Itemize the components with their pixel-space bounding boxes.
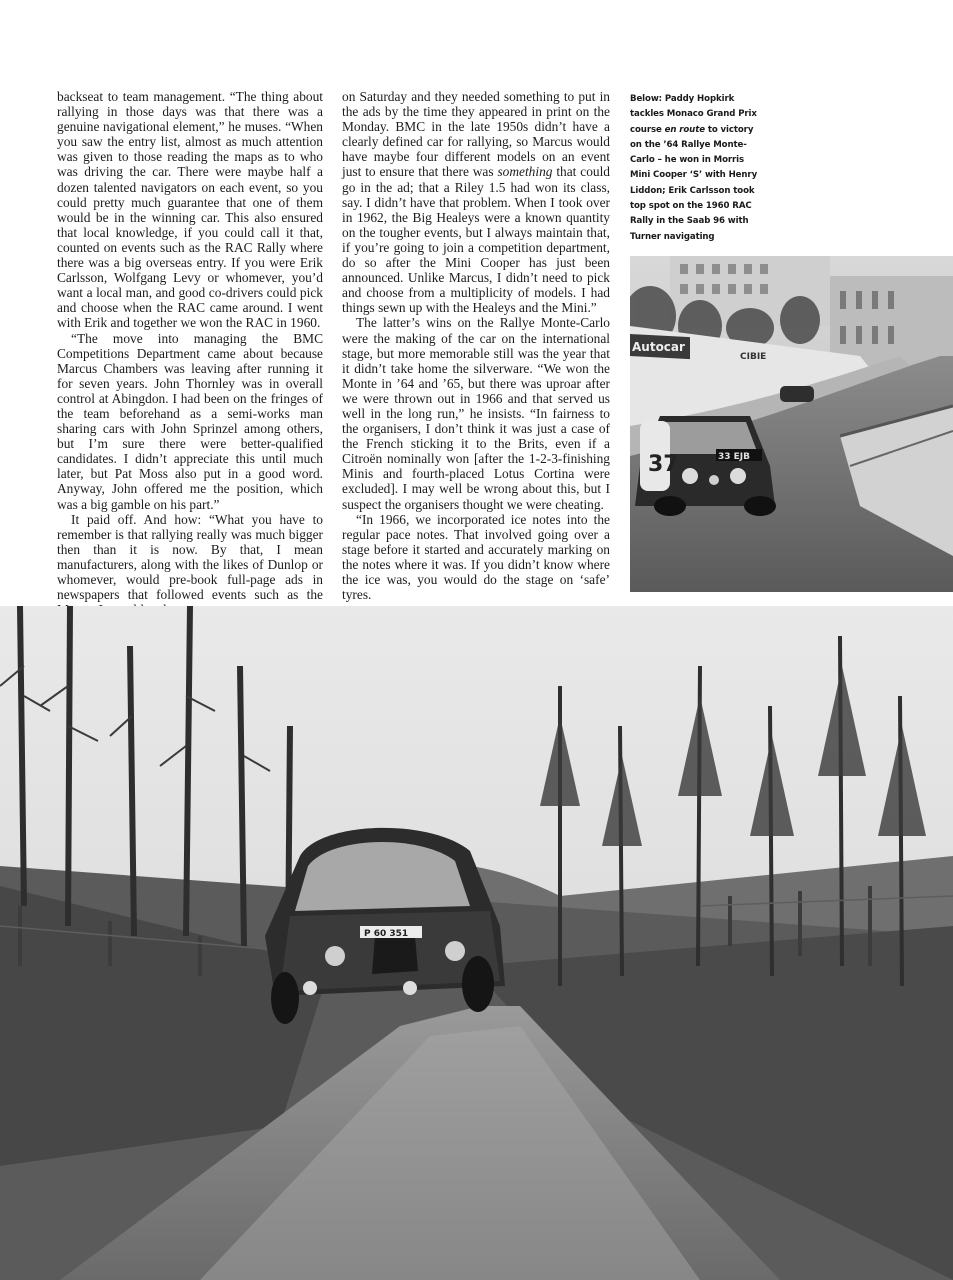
caption-text-b: to victory on the ’64 Rallye Monte-Carlo – he won in Morris Mini Cooper ‘S’ with Henry Liddon; Erik Carlsson took top spot on the 1960 RAC Rally in the Saab 96 with Turner navigating [630, 124, 758, 242]
column2-paragraph-3: “In 1966, we incorporated ice notes into the regular pace notes. That involved going over a stage before it started and accurately marking on the notes where it was. If you didn’t know where the ice was, you would do the stage on ‘safe’ tyres. [342, 511, 610, 603]
cibie-sign-text: CIBIE [740, 352, 767, 362]
monaco-mini-photo [630, 256, 953, 592]
car-number-text: 37 [648, 452, 679, 477]
monaco-mini-illustration [630, 256, 953, 592]
column2-p1-text-b: that could go in the ad; that a Riley 1.5 had won its class, say. I didn’t have that problem. When I took over in 1962, the Big Healeys were a known quantity on the tougher events, but I always maintain that, if you’re going to join a competition department, do so after the Mini Cooper has just been announced. Unlike Marcus, I didn’t need to pick and choose from a multiplicity of models. I had things sewn up with the Healeys and the Mini.” [342, 164, 610, 316]
mini-plate-text: 33 EJB [718, 452, 751, 462]
rac-rally-saab-illustration [0, 606, 953, 1280]
rac-rally-saab-photo [0, 606, 953, 1280]
article-column-2 [342, 89, 610, 602]
photo-caption [630, 92, 758, 245]
column1-paragraph-3: It paid off. And how: “What you have to remember is that rallying really was much bigger then than it is now. By that, I mean manufacturers, along with the likes of Dunlop or whomever, would pre-book full-page ads in newspapers that followed events such as the [57, 511, 323, 603]
caption-emphasis: en route [664, 124, 705, 135]
caption-text-a: Below: Paddy Hopkirk tackles Monaco Grand Prix course [630, 94, 757, 135]
column2-paragraph-2: The latter’s wins on the Rallye Monte-Carlo were the making of the car on the international stage, but more memorable still was the year that it didn’t take home the silverware. “We won the Monte in ’64 and ’65, but there was uproar after we were thrown out in 1966 and that served us well in the long run,” he insists. “In fairness to the organisers, I don’t think it was just a case of the French sticking it to the Brits, even if a Citroën nominally won [after the 1-2-3-finishing Minis and fourth-placed Lotus Cortina were excluded]. I may well be wrong about this, but I suspect the organisers thought we were cheating. [342, 315, 610, 512]
column1-paragraph-1: backseat to team management. “The thing about rallying in those days was that there was a genuine navigational element,” he muses. “When you saw the entry list, almost as much attention was given to those reading the maps as to who was driving the car. There were maybe half a dozen talented navigators on each event, so you could pretty much guarantee that one of them would be in the winning car. This also ensured that local knowledge, if you could call it that, counted on events such as the RAC Rally where there was a big overseas entry. If you were Erik Carlsson, Wolfgang Levy or whomever, you’d want a local man, and good co-drivers could pick and choose when the RAC came around. I went with Erik and together we won the RAC in 1960. [57, 89, 323, 331]
column1-paragraph-2: “The move into managing the BMC Competitions Department came about because Marcus Chambers was leaving after running it for seven years. John Thornley was in overall control at Abingdon. I had been on the fringes of the team beforehand as a semi-works man sharing cars with John Sprinzel among others, but I’m sure there were better-qualified candidates. I didn’t appreciate this until much later, but Pat Moss also put in a good word. Anyway, John offered me the position, which was a big gamble on his part.” [57, 330, 323, 512]
autocar-banner-text: Autocar [632, 340, 685, 354]
saab-plate-text: P 60 351 [364, 929, 409, 939]
column2-p1-emphasis: something [497, 164, 553, 180]
column2-paragraph-1 [342, 89, 610, 315]
mini-cooper-car [635, 416, 776, 516]
column2-p1-text-a: on Saturday and they needed something to put in the ads by the time they appeared in print on the Monday. BMC in the late 1950s didn’t have a clearly defined car for rallying, so Marcus would have maybe four different models on an event just to ensure that there was [342, 89, 610, 180]
article-column-1 [57, 89, 323, 617]
